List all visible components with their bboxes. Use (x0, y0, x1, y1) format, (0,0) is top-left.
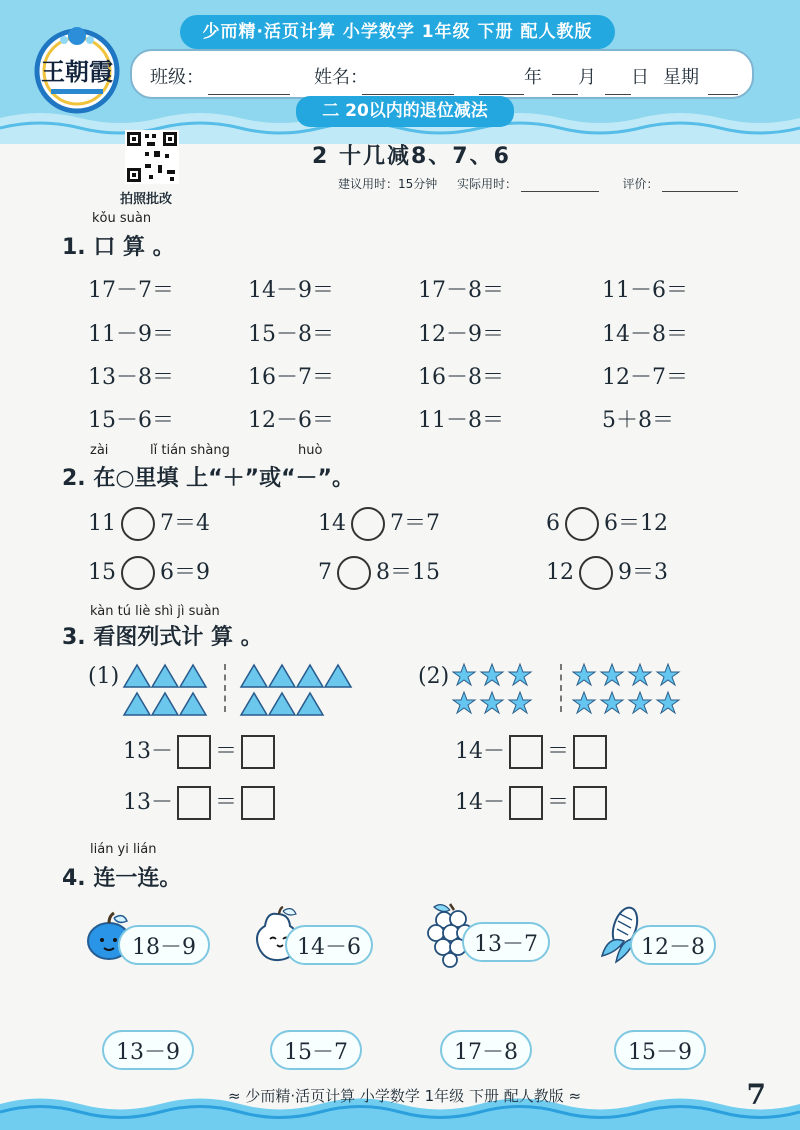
calc-2-3: 12－9＝ (418, 322, 504, 347)
fill-right-value: 7＝7 (390, 511, 440, 536)
evaluation-field[interactable] (662, 177, 738, 192)
day-field[interactable] (605, 74, 631, 95)
match-bottom-4[interactable]: 15－9 (614, 1030, 706, 1070)
footer-text: ≈ 少而精·活页计算 小学数学 1年级 下册 配人教版 ≈ (228, 1087, 582, 1105)
equation-row-1-left (123, 734, 279, 769)
equals-sign: ＝ (215, 790, 238, 815)
calc-3-3: 16－8＝ (418, 365, 504, 390)
section-1-pinyin: kǒu suàn (92, 211, 152, 226)
triangle-icon (269, 693, 295, 715)
star-group-right (572, 662, 688, 718)
actual-time-label: 实际用时： (456, 177, 517, 191)
calc-3-4: 12－7＝ (602, 365, 688, 390)
fill-left-value: 11 (88, 511, 116, 536)
triangle-group-right (238, 662, 356, 717)
equation-row-2-left (123, 785, 279, 820)
triangle-icon (297, 665, 323, 687)
fill-sign-1-1 (88, 506, 210, 541)
fill-sign-2-3 (546, 555, 668, 590)
triangle-icon (124, 665, 150, 687)
star-icon (509, 664, 531, 685)
section-4-pinyin: lián yi lián (90, 842, 157, 857)
sign-circle[interactable] (337, 556, 371, 590)
lesson-meta (338, 175, 738, 192)
equation-start: 13－ (123, 739, 173, 764)
star-icon (573, 664, 595, 685)
match-top-3[interactable]: 13－7 (462, 922, 550, 962)
star-icon (657, 664, 679, 685)
fill-right-value: 7＝4 (160, 511, 210, 536)
star-icon (573, 692, 595, 713)
answer-box[interactable] (177, 786, 211, 820)
fill-right-value: 6＝12 (604, 511, 668, 536)
triangle-icon (269, 665, 295, 687)
calc-2-1: 11－9＝ (88, 322, 174, 347)
actual-time-field[interactable] (521, 177, 599, 192)
fill-right-value: 6＝9 (160, 560, 210, 585)
sign-circle[interactable] (121, 556, 155, 590)
section-2-title: 2. 在○里填 上“＋”或“－”。 (62, 466, 355, 491)
fill-sign-1-3 (546, 506, 668, 541)
section-3-pinyin: kàn tú liè shì jì suàn (90, 604, 220, 619)
sign-circle[interactable] (579, 556, 613, 590)
calc-2-2: 15－8＝ (248, 322, 334, 347)
calc-4-2: 12－6＝ (248, 408, 334, 433)
calc-4-3: 11－8＝ (418, 408, 504, 433)
month-field[interactable] (552, 74, 578, 95)
match-top-2[interactable]: 14－6 (285, 925, 373, 965)
triangle-icon (124, 693, 150, 715)
match-bottom-3[interactable]: 17－8 (440, 1030, 532, 1070)
student-info-bar (130, 49, 754, 99)
star-icon (657, 692, 679, 713)
equation-start: 13－ (123, 790, 173, 815)
star-icon (509, 692, 531, 713)
problem-1-label: (1) (88, 664, 120, 689)
name-label: 姓名： (314, 67, 368, 88)
answer-box[interactable] (177, 735, 211, 769)
star-icon (601, 692, 623, 713)
class-field[interactable] (208, 74, 290, 95)
calc-4-1: 15－6＝ (88, 408, 174, 433)
answer-box[interactable] (509, 735, 543, 769)
section-1-title: 1. 口 算 。 (62, 235, 175, 260)
page-number: 7 (746, 1078, 766, 1111)
answer-box[interactable] (509, 786, 543, 820)
month-label: 月 (578, 67, 596, 88)
triangle-icon (325, 665, 351, 687)
fill-right-value: 9＝3 (618, 560, 668, 585)
equals-sign: ＝ (547, 739, 570, 764)
section-4-title: 4. 连一连。 (62, 866, 182, 891)
star-group-left (452, 662, 542, 718)
answer-box[interactable] (573, 735, 607, 769)
match-bottom-1[interactable]: 13－9 (102, 1030, 194, 1070)
fill-left-value: 14 (318, 511, 346, 536)
equals-sign: ＝ (547, 790, 570, 815)
star-icon (481, 664, 503, 685)
star-icon (629, 692, 651, 713)
lesson-title: 2 十几减8、7、6 (312, 144, 511, 169)
calc-1-3: 17－8＝ (418, 278, 504, 303)
divider-dashed-2 (560, 664, 562, 712)
class-label: 班级： (150, 67, 204, 88)
section-2-pinyin-2: lǐ tián shàng (150, 443, 230, 458)
brand-text: 王朝霞 (41, 58, 113, 86)
evaluation-label: 评价： (622, 177, 659, 191)
brand-logo (30, 24, 124, 118)
match-bottom-2[interactable]: 15－7 (270, 1030, 362, 1070)
match-top-1[interactable]: 18－9 (118, 925, 210, 965)
equation-start: 14－ (455, 739, 505, 764)
star-icon (453, 664, 475, 685)
calc-1-2: 14－9＝ (248, 278, 334, 303)
section-2-pinyin-1: zài (90, 443, 109, 458)
star-icon (481, 692, 503, 713)
series-title: 少而精·活页计算 小学数学 1年级 下册 配人教版 (180, 15, 615, 49)
sign-circle[interactable] (565, 507, 599, 541)
week-label: 星期 (663, 67, 699, 88)
star-icon (601, 664, 623, 685)
qr-label: 拍照批改 (120, 192, 173, 207)
problem-2-label: (2) (418, 664, 450, 689)
calc-3-1: 13－8＝ (88, 365, 174, 390)
calc-4-4: 5＋8＝ (602, 408, 674, 433)
day-label: 日 (631, 67, 649, 88)
triangle-icon (180, 665, 206, 687)
answer-box[interactable] (573, 786, 607, 820)
equation-row-2-right (455, 785, 611, 820)
fill-sign-2-2 (318, 555, 440, 590)
fill-left-value: 15 (88, 560, 116, 585)
fill-left-value: 12 (546, 560, 574, 585)
fill-sign-2-1 (88, 555, 210, 590)
triangle-icon (152, 665, 178, 687)
divider-dashed-1 (224, 664, 226, 712)
answer-box[interactable] (241, 786, 275, 820)
triangle-icon (241, 693, 267, 715)
suggested-time: 建议用时：15分钟 (338, 177, 438, 191)
name-field[interactable] (362, 74, 454, 95)
section-2-pinyin-3: huò (298, 443, 323, 458)
section-3-title: 3. 看图列式计 算 。 (62, 625, 263, 650)
triangle-icon (297, 693, 323, 715)
week-field[interactable] (708, 74, 738, 95)
qr-code-icon[interactable] (125, 130, 179, 184)
fill-left-value: 6 (546, 511, 560, 536)
fill-right-value: 8＝15 (376, 560, 440, 585)
calc-3-2: 16－7＝ (248, 365, 334, 390)
year-field[interactable] (479, 74, 524, 95)
equals-sign: ＝ (215, 739, 238, 764)
equation-row-1-right (455, 734, 611, 769)
sign-circle[interactable] (351, 507, 385, 541)
star-icon (629, 664, 651, 685)
triangle-icon (241, 665, 267, 687)
calc-2-4: 14－8＝ (602, 322, 688, 347)
answer-box[interactable] (241, 735, 275, 769)
calc-1-1: 17－7＝ (88, 278, 174, 303)
triangle-group-left (121, 662, 213, 717)
triangle-icon (152, 693, 178, 715)
fill-left-value: 7 (318, 560, 332, 585)
unit-title: 二 20以内的退位减法 (296, 96, 514, 127)
star-icon (453, 692, 475, 713)
calc-1-4: 11－6＝ (602, 278, 688, 303)
fill-sign-1-2 (318, 506, 440, 541)
triangle-icon (180, 693, 206, 715)
year-label: 年 (524, 67, 542, 88)
match-top-4[interactable]: 12－8 (630, 925, 716, 965)
equation-start: 14－ (455, 790, 505, 815)
sign-circle[interactable] (121, 507, 155, 541)
